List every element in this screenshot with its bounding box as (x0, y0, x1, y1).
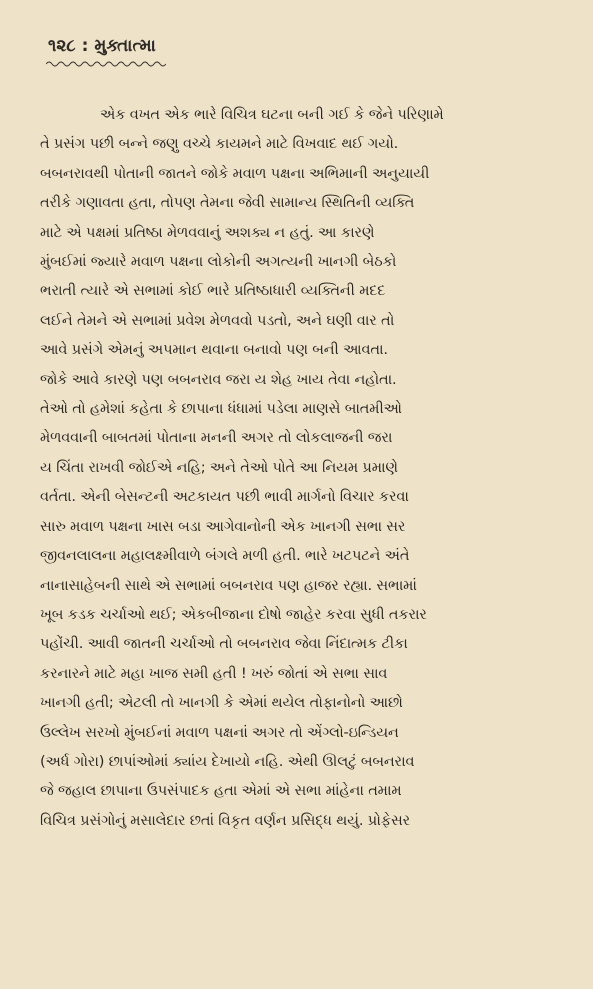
text-line: ય ચિંતા રાખવી જોઈએ નહિ; અને તેઓ પોતે આ નિયમ પ્રમાણે (40, 458, 398, 476)
text-line: ભરાતી ત્યારે એ સભામાં કોઈ ભારે પ્રતિષ્ઠાધારી વ્યક્તિની મદદ (40, 282, 386, 300)
text-line: મુંબઈમાં જ્યારે મવાળ પક્ષના લોકોની અગત્યની ખાનગી બેઠકો (40, 253, 397, 271)
head-separator: : (81, 36, 89, 56)
page-number: ૧૨૮ (48, 36, 76, 56)
text-line: નાનાસાહેબની સાથે એ સભામાં બબનરાવ પણ હાજર રહ્યા. સભામાં (40, 576, 417, 594)
text-line: મેળવવાની બાબતમાં પોતાના મનની અગર તો લોકલાજની જરા (40, 429, 393, 447)
text-line: કરનારને માટે મહા ખાજ સમી હતી ! ખરું જોતાં એ સભા સાવ (40, 664, 388, 682)
wavy-underline-icon (46, 60, 166, 68)
text-line: (અર્ધ ગોરા) છાપાંઓમાં ક્યાંય દેખાયો નહિ. એથી ઊલટું બબનરાવ (40, 752, 415, 770)
text-line: ઉલ્લેખ સરખો મુંબઈનાં મવાળ પક્ષનાં અગર તો એંગ્લો-ઇન્ડિયન (40, 723, 399, 741)
text-line: લઈને તેમને એ સભામાં પ્રવેશ મેળવવો પડતો, અને ઘણી વાર તો (40, 311, 395, 329)
body-text (40, 100, 566, 835)
text-line: બબનરાવથી પોતાની જાતને જોકે મવાળ પક્ષના અભિમાની અનુયાયી (40, 164, 430, 182)
book-title: મુક્તાત્મા (94, 36, 156, 56)
running-head (48, 36, 156, 56)
text-line: તે પ્રસંગ પછી બન્ને જણુ વચ્ચે કાયમને માટે વિખવાદ થઈ ગયો. (40, 135, 399, 153)
text-line: જોકે આવે કારણે પણ બબનરાવ જરા ય શેહ ખાય તેવા નહોતા. (40, 370, 397, 388)
text-line: જે જહાલ છાપાના ઉપસંપાદક હતા એમાં એ સભા માંહેના તમામ (40, 782, 402, 800)
text-line: પહોંચી. આવી જાતની ચર્ચાઓ તો બબનરાવ જેવા નિંદાત્મક ટીકા (40, 635, 408, 653)
text-line: વિચિત્ર પ્રસંગોનું મસાલેદાર છતાં વિકૃત વર્ણન પ્રસિદ્ધ થયું. પ્રોફેસર (40, 811, 410, 829)
text-line: ખાનગી હતી; એટલી તો ખાનગી કે એમાં થયેલ તોફાનોનો આછો (40, 694, 403, 712)
text-line: તેઓ તો હમેશાં કહેતા કે છાપાના ધંધામાં પડેલા માણસે બાતમીઓ (40, 400, 402, 418)
text-line: જીવનલાલના મહાલક્ષ્મીવાળે બંગલે મળી હતી. ભારે ખટપટને અંતે (40, 547, 410, 565)
text-line: ખૂબ કડક ચર્ચાઓ થઈ; એકબીજાના દોષો જાહેર કરવા સુધી તકરાર (40, 605, 427, 623)
text-line: સારુ મવાળ પક્ષના ખાસ બડા આગેવાનોની એક ખાનગી સભા સર (40, 517, 406, 535)
text-line: એક વખત એક ભારે વિચિત્ર ઘટના બની ગઈ કે જેને પરિણામે (100, 106, 444, 123)
text-line: વર્તતા. એની બેસન્ટની અટકાયત પછી ભાવી માર્ગનો વિચાર કરવા (40, 488, 409, 506)
text-line: તરીકે ગણાવતા હતા, તોપણ તેમના જેવી સામાન્ય સ્થિતિની વ્યક્તિ (40, 194, 415, 212)
text-line: આવે પ્રસંગે એમનું અપમાન થવાના બનાવો પણ બની આવતા. (40, 341, 388, 359)
text-line: માટે એ પક્ષમાં પ્રતિષ્ઠા મેળવવાનું અશક્ય ન હતું. આ કારણે (40, 223, 375, 241)
